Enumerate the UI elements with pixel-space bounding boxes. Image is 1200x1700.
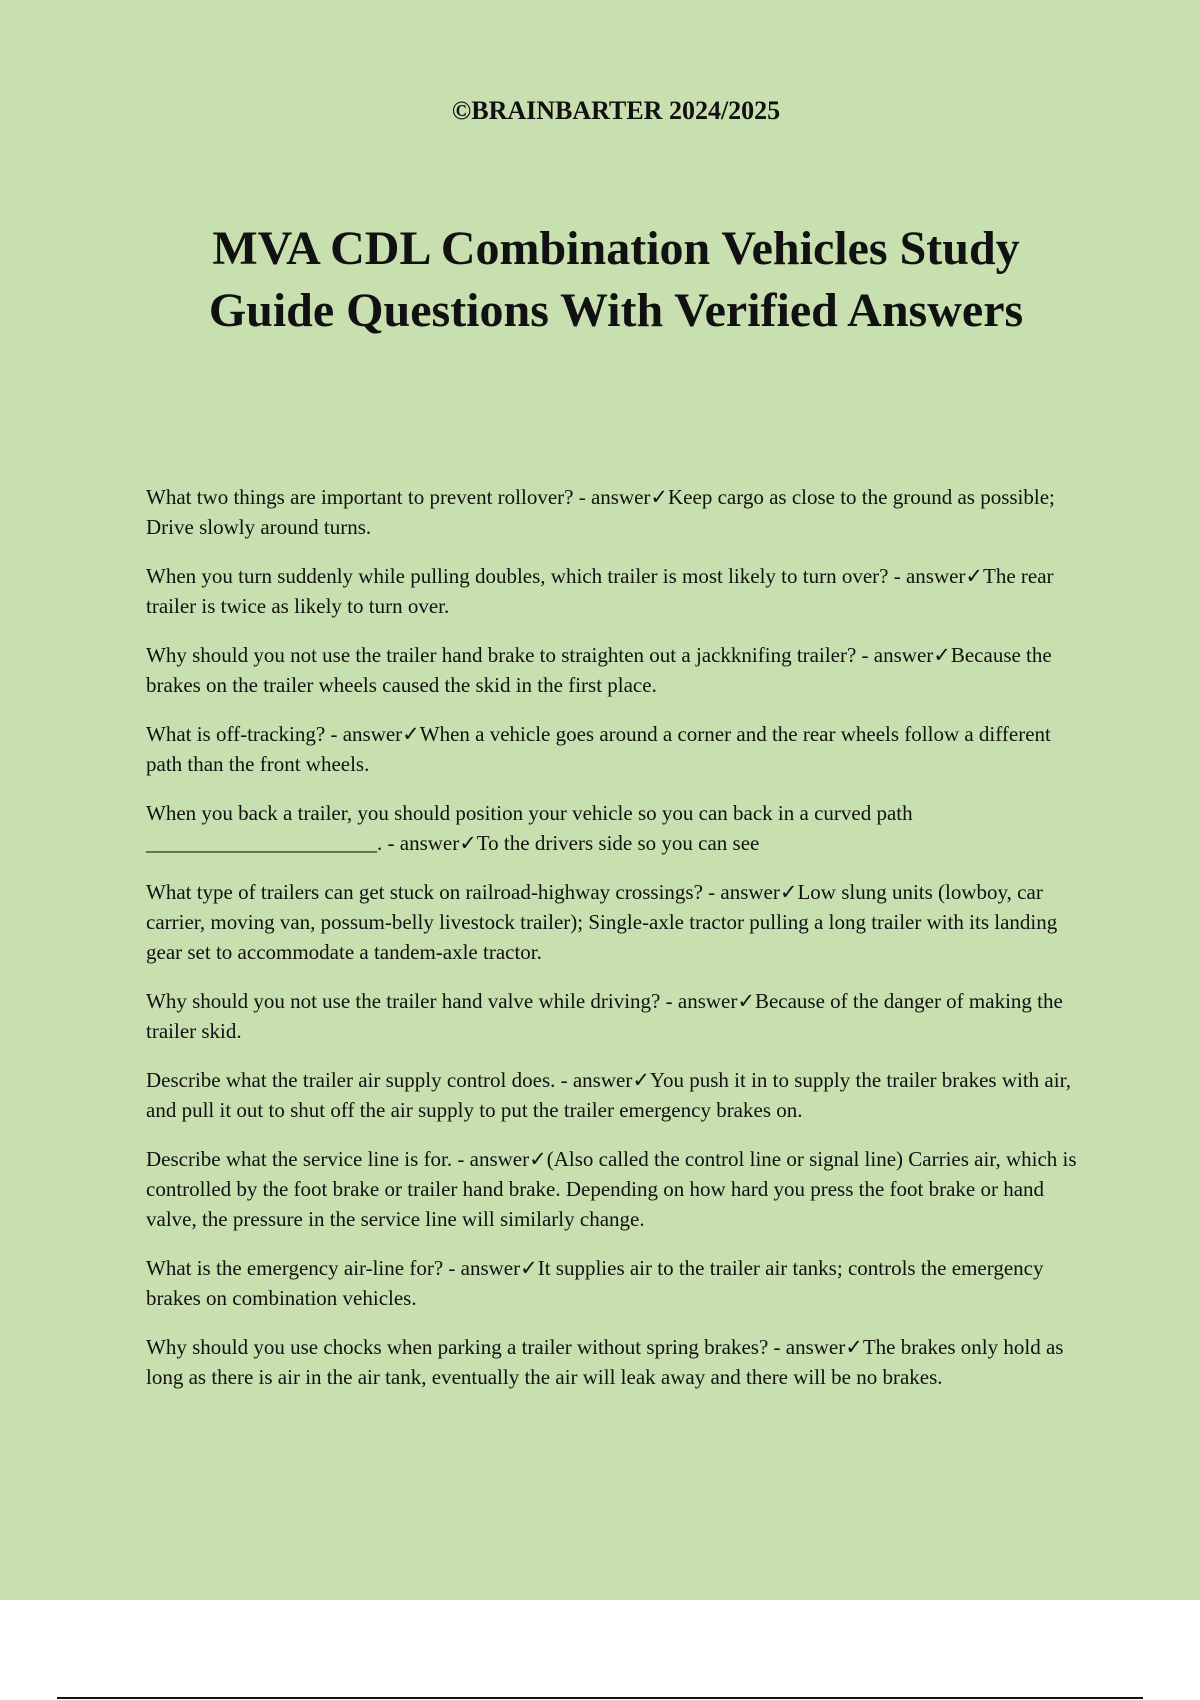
qa-item-chocks: Why should you use chocks when parking a trailer without spring brakes? - answer✓The brakes only hold as long as there is air in the air tank, eventually the air will leak away and there will be no brakes. [146,1335,1064,1389]
qa-item-trailer-hand-valve: Why should you not use the trailer hand valve while driving? - answer✓Because of the danger of making the trailer skid. [146,989,1063,1043]
qa-item-railroad-crossings: What type of trailers can get stuck on railroad-highway crossings? - answer✓Low slung units (lowboy, car carrier, moving van, possum-belly livestock trailer); Single-axle tractor pulling a long trailer with its landing gear set to accommodate a tandem-axle tractor. [146,880,1058,964]
document-title-line-2: Guide Questions With Verified Answers [208,284,1024,337]
qa-item-jackknife-hand-brake: Why should you not use the trailer hand brake to straighten out a jackknifing trailer? - answer✓Because the brakes on the trailer wheels caused the skid in the first place. [146,643,1052,697]
copyright-watermark: ©BRAINBARTER 2024/2025 [451,96,781,125]
qa-item-off-tracking: What is off-tracking? - answer✓When a vehicle goes around a corner and the rear wheels follow a different path than the front wheels. [146,722,1051,776]
qa-list [146,482,1092,1411]
qa-item-rollover: What two things are important to prevent rollover? - answer✓Keep cargo as close to the ground as possible; Drive slowly around turns. [146,485,1055,539]
qa-item-backing-trailer: When you back a trailer, you should position your vehicle so you can back in a curved path ______________________. - answer✓To the drivers side so you can see [146,801,913,855]
qa-item-doubles-turnover: When you turn suddenly while pulling doubles, which trailer is most likely to turn over? - answer✓The rear trailer is twice as likely to turn over. [146,564,1054,618]
qa-item-service-line: Describe what the service line is for. - answer✓(Also called the control line or signal line) Carries air, which is controlled by the foot brake or trailer hand brake. Depending on how hard you press the foot brake or hand valve, the pressure in the service line will similarly change. [146,1147,1077,1231]
document-title [0,218,1200,342]
qa-item-emergency-air-line: What is the emergency air-line for? - answer✓It supplies air to the trailer air tanks; controls the emergency brakes on combination vehicles. [146,1256,1044,1310]
document-title-line-1: MVA CDL Combination Vehicles Study [212,222,1020,275]
footer-divider [57,1697,1143,1699]
qa-item-air-supply-control: Describe what the trailer air supply control does. - answer✓You push it in to supply the trailer brakes with air, and pull it out to shut off the air supply to put the trailer emergency brakes on. [146,1068,1071,1122]
